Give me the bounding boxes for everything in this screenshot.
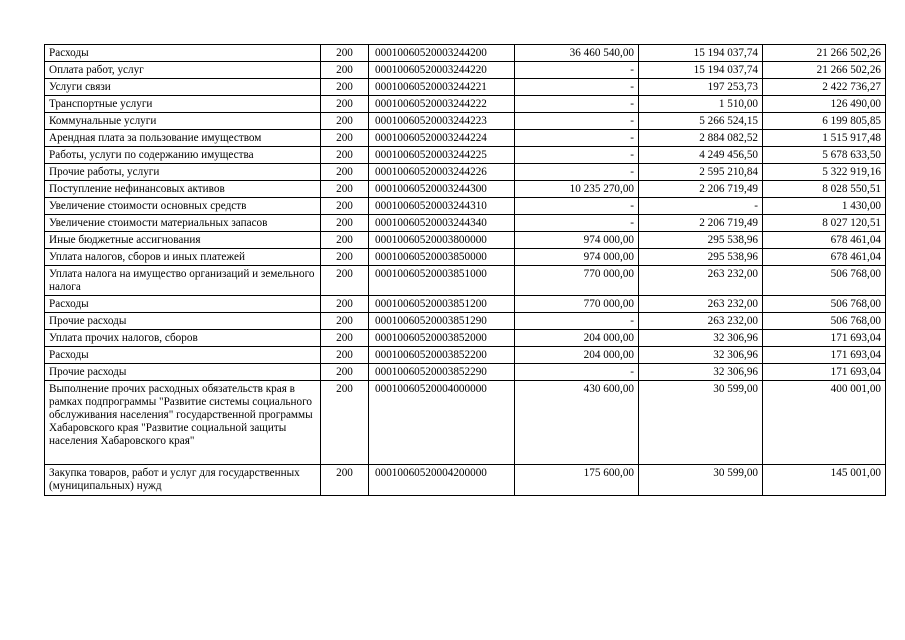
- row-plan-cell: 430 600,00: [515, 381, 639, 465]
- row-name-cell: Расходы: [45, 45, 321, 62]
- row-rest-cell: 8 028 550,51: [763, 181, 886, 198]
- row-name-cell: Расходы: [45, 347, 321, 364]
- row-rest-cell: 126 490,00: [763, 96, 886, 113]
- row-name-cell: Коммунальные услуги: [45, 113, 321, 130]
- row-plan-cell: -: [515, 96, 639, 113]
- row-name-cell: Расходы: [45, 296, 321, 313]
- row-rest-cell: 1 515 917,48: [763, 130, 886, 147]
- row-plan-cell: 175 600,00: [515, 465, 639, 496]
- row-plan-cell: 770 000,00: [515, 296, 639, 313]
- row-code-cell: 200: [321, 147, 369, 164]
- row-kbk-cell: 00010060520003800000: [369, 232, 515, 249]
- row-exec-cell: 2 884 082,52: [639, 130, 763, 147]
- row-name-cell: Прочие работы, услуги: [45, 164, 321, 181]
- row-rest-cell: 678 461,04: [763, 249, 886, 266]
- row-name-cell: Выполнение прочих расходных обязательств края в рамках подпрограммы "Развитие системы социального обслуживания населения" государственной программы Хабаровского края "Развитие социальной защиты населения Хабаровского края": [45, 381, 321, 465]
- row-exec-cell: 2 595 210,84: [639, 164, 763, 181]
- row-plan-cell: -: [515, 198, 639, 215]
- row-exec-cell: 4 249 456,50: [639, 147, 763, 164]
- row-kbk-cell: 00010060520003244225: [369, 147, 515, 164]
- row-plan-cell: -: [515, 130, 639, 147]
- row-code-cell: 200: [321, 313, 369, 330]
- row-name-cell: Увеличение стоимости материальных запасов: [45, 215, 321, 232]
- row-kbk-cell: 00010060520003852290: [369, 364, 515, 381]
- row-plan-cell: -: [515, 62, 639, 79]
- table-body: [45, 45, 886, 496]
- row-code-cell: 200: [321, 215, 369, 232]
- row-kbk-cell: 00010060520003244310: [369, 198, 515, 215]
- row-code-cell: 200: [321, 79, 369, 96]
- row-kbk-cell: 00010060520003244221: [369, 79, 515, 96]
- row-code-cell: 200: [321, 249, 369, 266]
- row-exec-cell: 15 194 037,74: [639, 45, 763, 62]
- row-plan-cell: 36 460 540,00: [515, 45, 639, 62]
- row-code-cell: 200: [321, 364, 369, 381]
- row-name-cell: Уплата налогов, сборов и иных платежей: [45, 249, 321, 266]
- row-kbk-cell: 00010060520003244224: [369, 130, 515, 147]
- row-rest-cell: 2 422 736,27: [763, 79, 886, 96]
- row-exec-cell: 295 538,96: [639, 249, 763, 266]
- row-rest-cell: 400 001,00: [763, 381, 886, 465]
- row-exec-cell: 1 510,00: [639, 96, 763, 113]
- table-row: [45, 45, 886, 62]
- row-name-cell: Оплата работ, услуг: [45, 62, 321, 79]
- row-rest-cell: 145 001,00: [763, 465, 886, 496]
- row-exec-cell: 32 306,96: [639, 364, 763, 381]
- table-row: [45, 130, 886, 147]
- row-plan-cell: 770 000,00: [515, 266, 639, 296]
- table-row: [45, 313, 886, 330]
- row-name-cell: Уплата налога на имущество организаций и земельного налога: [45, 266, 321, 296]
- row-kbk-cell: 00010060520004200000: [369, 465, 515, 496]
- row-kbk-cell: 00010060520003244340: [369, 215, 515, 232]
- row-rest-cell: 171 693,04: [763, 364, 886, 381]
- row-kbk-cell: 00010060520003244222: [369, 96, 515, 113]
- row-code-cell: 200: [321, 330, 369, 347]
- row-name-cell: Работы, услуги по содержанию имущества: [45, 147, 321, 164]
- table-row: [45, 364, 886, 381]
- row-kbk-cell: 00010060520003244300: [369, 181, 515, 198]
- row-plan-cell: 204 000,00: [515, 347, 639, 364]
- row-rest-cell: 1 430,00: [763, 198, 886, 215]
- table-row: [45, 215, 886, 232]
- row-name-cell: Прочие расходы: [45, 313, 321, 330]
- table-row: [45, 113, 886, 130]
- row-exec-cell: 2 206 719,49: [639, 181, 763, 198]
- row-rest-cell: 5 322 919,16: [763, 164, 886, 181]
- row-rest-cell: 171 693,04: [763, 347, 886, 364]
- row-rest-cell: 506 768,00: [763, 313, 886, 330]
- table-row: [45, 465, 886, 496]
- row-exec-cell: 30 599,00: [639, 381, 763, 465]
- row-plan-cell: -: [515, 215, 639, 232]
- table-row: [45, 266, 886, 296]
- row-plan-cell: 974 000,00: [515, 232, 639, 249]
- row-exec-cell: 30 599,00: [639, 465, 763, 496]
- table-row: [45, 198, 886, 215]
- table-row: [45, 381, 886, 465]
- row-rest-cell: 21 266 502,26: [763, 45, 886, 62]
- row-rest-cell: 678 461,04: [763, 232, 886, 249]
- row-rest-cell: 6 199 805,85: [763, 113, 886, 130]
- table-row: [45, 181, 886, 198]
- row-code-cell: 200: [321, 266, 369, 296]
- table-row: [45, 96, 886, 113]
- row-exec-cell: 263 232,00: [639, 266, 763, 296]
- row-name-cell: Уплата прочих налогов, сборов: [45, 330, 321, 347]
- row-plan-cell: -: [515, 364, 639, 381]
- row-name-cell: Иные бюджетные ассигнования: [45, 232, 321, 249]
- row-exec-cell: 263 232,00: [639, 296, 763, 313]
- table-row: [45, 296, 886, 313]
- table-row: [45, 330, 886, 347]
- row-plan-cell: -: [515, 147, 639, 164]
- table-row: [45, 347, 886, 364]
- row-kbk-cell: 00010060520003851290: [369, 313, 515, 330]
- row-plan-cell: -: [515, 164, 639, 181]
- row-exec-cell: 32 306,96: [639, 347, 763, 364]
- row-code-cell: 200: [321, 232, 369, 249]
- row-code-cell: 200: [321, 113, 369, 130]
- row-rest-cell: 506 768,00: [763, 296, 886, 313]
- table-row: [45, 164, 886, 181]
- row-exec-cell: 15 194 037,74: [639, 62, 763, 79]
- row-kbk-cell: 00010060520003851000: [369, 266, 515, 296]
- row-plan-cell: 204 000,00: [515, 330, 639, 347]
- row-plan-cell: -: [515, 113, 639, 130]
- row-kbk-cell: 00010060520003850000: [369, 249, 515, 266]
- row-name-cell: Прочие расходы: [45, 364, 321, 381]
- row-exec-cell: 2 206 719,49: [639, 215, 763, 232]
- row-name-cell: Арендная плата за пользование имуществом: [45, 130, 321, 147]
- row-rest-cell: 5 678 633,50: [763, 147, 886, 164]
- row-kbk-cell: 00010060520003244200: [369, 45, 515, 62]
- row-code-cell: 200: [321, 45, 369, 62]
- row-code-cell: 200: [321, 62, 369, 79]
- table-row: [45, 232, 886, 249]
- row-code-cell: 200: [321, 465, 369, 496]
- row-kbk-cell: 00010060520003852200: [369, 347, 515, 364]
- row-name-cell: Закупка товаров, работ и услуг для государственных (муниципальных) нужд: [45, 465, 321, 496]
- row-kbk-cell: 00010060520003851200: [369, 296, 515, 313]
- row-exec-cell: 32 306,96: [639, 330, 763, 347]
- row-exec-cell: 197 253,73: [639, 79, 763, 96]
- table-row: [45, 62, 886, 79]
- row-exec-cell: 263 232,00: [639, 313, 763, 330]
- row-exec-cell: 295 538,96: [639, 232, 763, 249]
- row-code-cell: 200: [321, 164, 369, 181]
- row-code-cell: 200: [321, 198, 369, 215]
- row-exec-cell: -: [639, 198, 763, 215]
- row-name-cell: Транспортные услуги: [45, 96, 321, 113]
- row-exec-cell: 5 266 524,15: [639, 113, 763, 130]
- row-kbk-cell: 00010060520003244223: [369, 113, 515, 130]
- table-row: [45, 147, 886, 164]
- row-code-cell: 200: [321, 181, 369, 198]
- row-code-cell: 200: [321, 381, 369, 465]
- table-row: [45, 249, 886, 266]
- row-plan-cell: -: [515, 79, 639, 96]
- row-kbk-cell: 00010060520003852000: [369, 330, 515, 347]
- row-plan-cell: 10 235 270,00: [515, 181, 639, 198]
- row-name-cell: Поступление нефинансовых активов: [45, 181, 321, 198]
- row-code-cell: 200: [321, 130, 369, 147]
- row-plan-cell: -: [515, 313, 639, 330]
- row-plan-cell: 974 000,00: [515, 249, 639, 266]
- row-name-cell: Услуги связи: [45, 79, 321, 96]
- row-kbk-cell: 00010060520004000000: [369, 381, 515, 465]
- row-rest-cell: 506 768,00: [763, 266, 886, 296]
- row-kbk-cell: 00010060520003244220: [369, 62, 515, 79]
- row-name-cell: Увеличение стоимости основных средств: [45, 198, 321, 215]
- row-kbk-cell: 00010060520003244226: [369, 164, 515, 181]
- row-code-cell: 200: [321, 96, 369, 113]
- row-rest-cell: 8 027 120,51: [763, 215, 886, 232]
- row-rest-cell: 21 266 502,26: [763, 62, 886, 79]
- row-rest-cell: 171 693,04: [763, 330, 886, 347]
- table-row: [45, 79, 886, 96]
- budget-table: [44, 44, 886, 496]
- row-code-cell: 200: [321, 296, 369, 313]
- row-code-cell: 200: [321, 347, 369, 364]
